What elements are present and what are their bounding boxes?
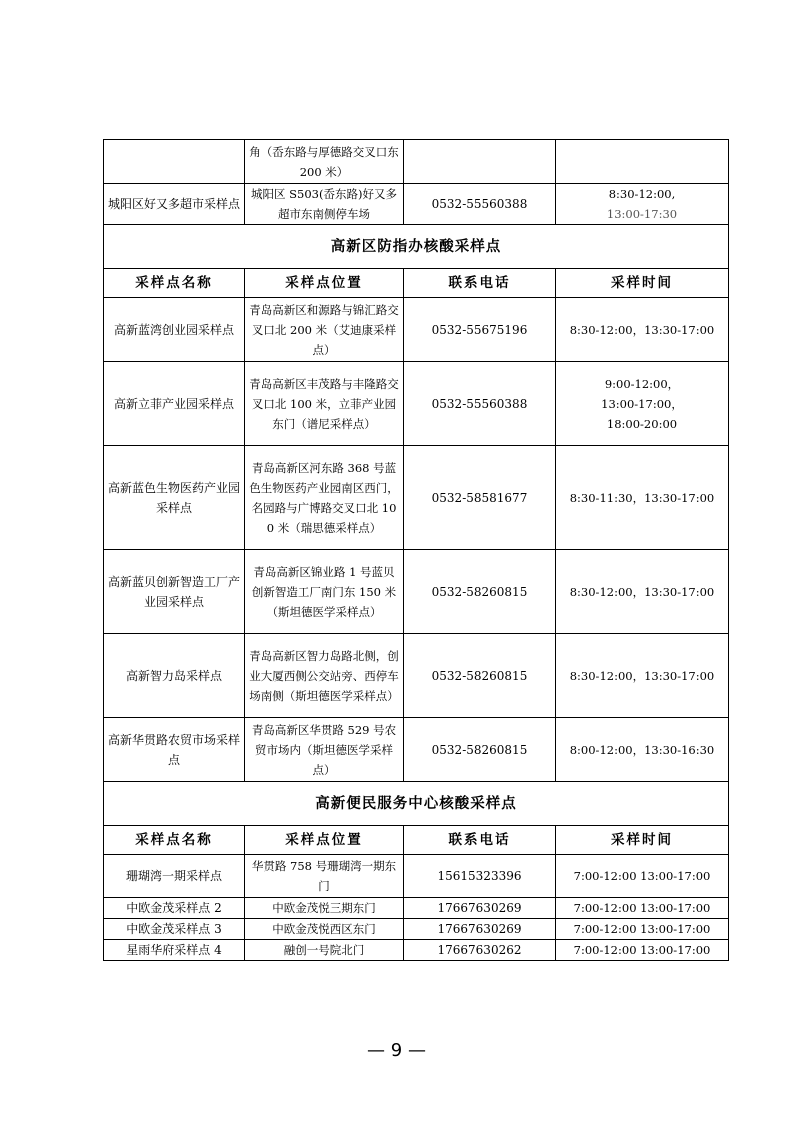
- table-row: [104, 362, 729, 446]
- header-site-name: 采样点名称: [104, 269, 245, 298]
- site-time-cell: 7:00-12:00 13:00-17:00: [556, 940, 729, 961]
- site-name-cell: 中欧金茂采样点 3: [104, 919, 245, 940]
- site-phone-cell: 0532-58260815: [404, 550, 556, 634]
- site-time-cell: 8:30-12:00，13:30-17:00: [556, 634, 729, 718]
- site-phone-cell: 17667630269: [404, 919, 556, 940]
- section-title: 高新区防指办核酸采样点: [104, 225, 729, 269]
- site-phone-cell: 0532-55675196: [404, 298, 556, 362]
- site-phone-cell: 0532-55560388: [404, 362, 556, 446]
- site-time-cell: 8:30-11:30，13:30-17:00: [556, 446, 729, 550]
- site-name-cell: 高新立菲产业园采样点: [104, 362, 245, 446]
- site-location-cell: 青岛高新区和源路与锦汇路交叉口北 200 米（艾迪康采样点）: [245, 298, 404, 362]
- site-phone-cell: [404, 140, 556, 184]
- site-time-cell: [556, 184, 729, 225]
- site-phone-cell: 15615323396: [404, 855, 556, 898]
- table-row: [104, 940, 729, 961]
- site-phone-cell: 0532-55560388: [404, 184, 556, 225]
- site-time-cell: 7:00-12:00 13:00-17:00: [556, 919, 729, 940]
- header-phone: 联系电话: [404, 826, 556, 855]
- site-phone-cell: 17667630262: [404, 940, 556, 961]
- site-location-cell: 城阳区 S503(岙东路)好又多超市东南侧停车场: [245, 184, 404, 225]
- site-name-cell: 星雨华府采样点 4: [104, 940, 245, 961]
- section-title-row: [104, 225, 729, 269]
- table-row: [104, 446, 729, 550]
- site-name-cell: [104, 140, 245, 184]
- table-row: [104, 898, 729, 919]
- table-row: [104, 718, 729, 782]
- site-time-cell: 7:00-12:00 13:00-17:00: [556, 855, 729, 898]
- site-location-cell: 中欧金茂悦西区东门: [245, 919, 404, 940]
- site-location-cell: 青岛高新区智力岛路北侧，创业大厦西侧公交站旁、西停车场南侧（斯坦德医学采样点）: [245, 634, 404, 718]
- site-name-cell: 珊瑚湾一期采样点: [104, 855, 245, 898]
- site-name-cell: 高新华贯路农贸市场采样点: [104, 718, 245, 782]
- site-time-cell: 8:30-12:00，13:30-17:00: [556, 550, 729, 634]
- time-line: 9:00-12:00，: [604, 376, 680, 391]
- site-name-cell: 高新蓝贝创新智造工厂产业园采样点: [104, 550, 245, 634]
- site-location-cell: 青岛高新区华贯路 529 号农贸市场内（斯坦德医学采样点）: [245, 718, 404, 782]
- header-row: [104, 826, 729, 855]
- site-name-cell: 高新蓝色生物医药产业园采样点: [104, 446, 245, 550]
- site-name-cell: 城阳区好又多超市采样点: [104, 184, 245, 225]
- site-location-cell: 角（岙东路与厚德路交叉口东 200 米）: [245, 140, 404, 184]
- site-location-cell: 华贯路 758 号珊瑚湾一期东门: [245, 855, 404, 898]
- site-location-cell: 青岛高新区河东路 368 号蓝色生物医药产业园南区西门，名园路与广博路交叉口北 100 米（瑞思德采样点）: [245, 446, 404, 550]
- table-row: [104, 550, 729, 634]
- header-site-location: 采样点位置: [245, 269, 404, 298]
- site-phone-cell: 0532-58581677: [404, 446, 556, 550]
- table-row: [104, 855, 729, 898]
- site-phone-cell: 0532-58260815: [404, 634, 556, 718]
- site-location-cell: 青岛高新区丰茂路与丰隆路交叉口北 100 米，立菲产业园东门（谱尼采样点）: [245, 362, 404, 446]
- site-time-cell: 8:00-12:00，13:30-16:30: [556, 718, 729, 782]
- site-time-cell: 8:30-12:00，13:30-17:00: [556, 298, 729, 362]
- site-location-cell: 中欧金茂悦三期东门: [245, 898, 404, 919]
- table-row: [104, 298, 729, 362]
- header-time: 采样时间: [556, 269, 729, 298]
- header-time: 采样时间: [556, 826, 729, 855]
- site-location-cell: 融创一号院北门: [245, 940, 404, 961]
- site-time-cell: [556, 362, 729, 446]
- time-line: 13:00-17:30: [606, 207, 678, 221]
- site-time-cell: [556, 140, 729, 184]
- site-location-cell: 青岛高新区锦业路 1 号蓝贝创新智造工厂南门东 150 米（斯坦德医学采样点）: [245, 550, 404, 634]
- table-row: [104, 140, 729, 184]
- table-row: [104, 184, 729, 225]
- site-name-cell: 高新智力岛采样点: [104, 634, 245, 718]
- sampling-sites-table: [103, 139, 729, 961]
- table-row: [104, 919, 729, 940]
- section-title: 高新便民服务中心核酸采样点: [104, 782, 729, 826]
- site-name-cell: 高新蓝湾创业园采样点: [104, 298, 245, 362]
- site-phone-cell: 0532-58260815: [404, 718, 556, 782]
- header-site-name: 采样点名称: [104, 826, 245, 855]
- site-time-cell: 7:00-12:00 13:00-17:00: [556, 898, 729, 919]
- site-phone-cell: 17667630269: [404, 898, 556, 919]
- time-line: 18:00-20:00: [606, 416, 678, 431]
- header-row: [104, 269, 729, 298]
- time-line: 13:00-17:00，: [601, 396, 683, 411]
- time-line: 8:30-12:00,: [608, 187, 676, 201]
- table-row: [104, 634, 729, 718]
- header-phone: 联系电话: [404, 269, 556, 298]
- header-site-location: 采样点位置: [245, 826, 404, 855]
- site-name-cell: 中欧金茂采样点 2: [104, 898, 245, 919]
- section-title-row: [104, 782, 729, 826]
- page-number: — 9 —: [367, 1040, 426, 1061]
